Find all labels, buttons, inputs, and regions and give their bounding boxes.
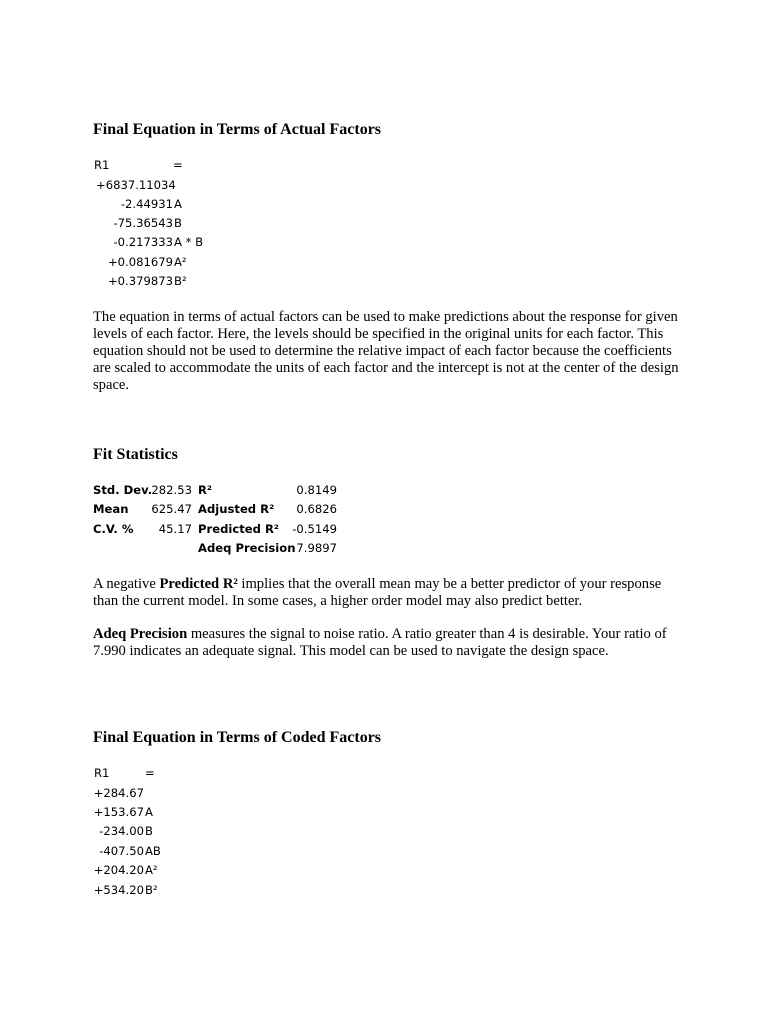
note-emphasis: Adeq Precision	[93, 626, 188, 642]
stat-label: Adeq Precision	[198, 541, 296, 555]
factor-term: B²	[145, 883, 158, 897]
coefficient: -407.50	[99, 844, 144, 858]
actual-intercept: +6837.11034	[96, 178, 176, 192]
coefficient: +153.67	[93, 805, 144, 819]
factor-term: B	[174, 216, 182, 230]
factor-term: A	[174, 197, 182, 211]
coded-equation-lhs-row	[93, 765, 213, 781]
actual-intercept-row	[93, 177, 213, 193]
stat-label: Mean	[93, 502, 129, 516]
actual-factors-explanation: The equation in terms of actual factors can be used to make predictions about the response for given levels of each factor. Here, the levels should be specified in the original units for each factor. This equation should not be used to determine the relative impact of each factor because the coefficients are scaled to accommodate the units of each factor and the intercept is not at the center of the design space.	[93, 309, 679, 393]
coefficient: -0.217333	[113, 235, 173, 249]
coefficient: +534.20	[93, 883, 144, 897]
note-emphasis: Predicted R²	[159, 576, 238, 592]
stat-label: Adjusted R²	[198, 502, 275, 516]
factor-term: A	[145, 805, 153, 819]
stat-label: Std. Dev.	[93, 483, 153, 497]
actual-term-row	[93, 196, 243, 212]
factor-term: B²	[174, 274, 187, 288]
coefficient: -2.44931	[120, 197, 173, 211]
factor-term: A * B	[174, 235, 204, 249]
actual-term-row	[93, 215, 243, 231]
actual-equation-lhs-row	[93, 157, 213, 173]
actual-term-row	[93, 234, 243, 250]
coded-term-row	[93, 862, 213, 878]
coded-term-row	[93, 804, 213, 820]
predicted-r2-note	[93, 576, 683, 610]
coefficient: +0.081679	[107, 255, 173, 269]
heading-coded-factors: Final Equation in Terms of Coded Factors	[93, 729, 382, 746]
stat-label: R²	[198, 483, 213, 497]
stat-value: 7.9897	[296, 541, 337, 555]
coded-term-row	[93, 823, 213, 839]
coefficient: -234.00	[99, 824, 144, 838]
note-text: A negative	[93, 576, 160, 592]
coefficient: +0.379873	[107, 274, 173, 288]
factor-term: B	[145, 824, 153, 838]
actual-term-row	[93, 254, 243, 270]
stat-value: -0.5149	[292, 522, 337, 536]
coded-term-row	[93, 882, 213, 898]
stat-value: 45.17	[158, 522, 192, 536]
actual-term-row	[93, 273, 243, 289]
coded-lhs: R1	[94, 766, 110, 780]
factor-term: AB	[145, 844, 161, 858]
stat-label: C.V. %	[93, 522, 134, 536]
coded-eq-sign: =	[145, 766, 155, 780]
heading-fit-statistics: Fit Statistics	[93, 446, 178, 463]
coefficient: +204.20	[93, 863, 144, 877]
stat-value: 625.47	[151, 502, 192, 516]
coded-term-row	[93, 843, 213, 859]
coefficient: +284.67	[93, 786, 144, 800]
actual-lhs: R1	[94, 158, 110, 172]
heading-actual-factors: Final Equation in Terms of Actual Factors	[93, 121, 382, 138]
stat-value: 0.6826	[296, 502, 337, 516]
coded-term-row	[93, 785, 213, 801]
factor-term: A²	[174, 255, 187, 269]
note-text: implies that the overall mean may be a better predictor of your response than the current model. In some cases, a higher order model may also predict better.	[93, 576, 662, 609]
stat-value: 282.53	[151, 483, 192, 497]
factor-term: A²	[145, 863, 158, 877]
adeq-precision-note	[93, 626, 683, 660]
note-text: measures the signal to noise ratio. A ratio greater than 4 is desirable. Your ratio of 7.990 indicates an adequate signal. This model can be used to navigate the design space.	[93, 626, 667, 659]
coefficient: -75.36543	[113, 216, 173, 230]
actual-eq-sign: =	[173, 158, 183, 172]
stat-label: Predicted R²	[198, 522, 279, 536]
stat-value: 0.8149	[296, 483, 337, 497]
